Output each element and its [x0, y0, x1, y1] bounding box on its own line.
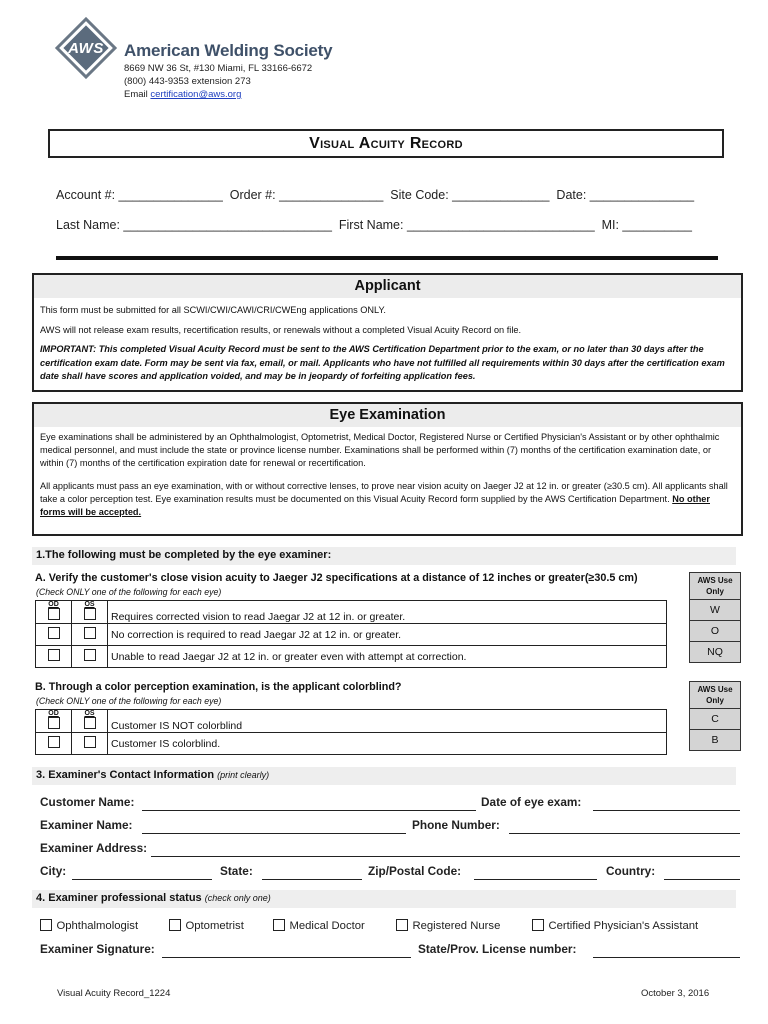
country-field[interactable] — [664, 879, 740, 880]
org-email-line — [124, 89, 241, 100]
partA-heading: A. Verify the customer's close vision acuity to Jaeger J2 specifications at a distance of 12 inches or greater(≥30.5 cm) — [35, 572, 638, 584]
license-number-label: State/Prov. License number: — [418, 942, 577, 956]
footer-form-id: Visual Acuity Record_1224 — [57, 988, 171, 999]
partA-row2-os-checkbox[interactable] — [84, 627, 96, 639]
country-label: Country: — [606, 864, 656, 878]
status-option-medical-doctor[interactable] — [273, 916, 365, 934]
ophthalmologist-label: Ophthalmologist — [56, 920, 139, 932]
partB-row2-label: Customer IS colorblind. — [108, 733, 667, 755]
partA-instruction: (Check ONLY one of the following for each eye) — [36, 587, 222, 597]
org-address: 8669 NW 36 St, #130 Miami, FL 33166-6672 — [124, 63, 313, 74]
registered-nurse-checkbox[interactable] — [396, 919, 408, 931]
table-row — [36, 601, 667, 624]
section1-heading: 1.The following must be completed by the eye examiner: — [32, 547, 736, 565]
partB-row1-label: Customer IS NOT colorblind — [108, 710, 667, 733]
applicant-text-2: AWS will not release exam results, recertification results, or renewals without a completed Visual Acuity Record on file. — [40, 325, 522, 336]
table-row — [36, 646, 667, 668]
od-label: OD — [48, 710, 59, 717]
code-c: C — [690, 709, 740, 730]
applicant-heading: Applicant — [34, 275, 741, 298]
partA-row1-os-checkbox[interactable] — [84, 608, 96, 620]
status-option-registered-nurse[interactable] — [396, 916, 500, 934]
code-nq: NQ — [707, 646, 723, 658]
examiner-signature-label: Examiner Signature: — [40, 942, 155, 956]
eye-exam-text-1: Eye examinations shall be administered by an Ophthalmologist, Optometrist, Medical Doctor, Registered Nurse or Certified Physician's Assistant or by other ophthalmic medical personnel, and must include the state or province license number. Examinations shall be performed within (7) months of the certification examination date, or within (7) months of the certification expiration date for renewal or recertification. — [40, 432, 720, 469]
partB-heading: B. Through a color perception examination, is the applicant colorblind? — [35, 681, 402, 693]
divider — [56, 256, 718, 260]
date-of-exam-label: Date of eye exam: — [481, 795, 582, 809]
section3-note: (print clearly) — [217, 770, 270, 780]
optometrist-label: Optometrist — [185, 920, 244, 932]
status-option-ophthalmologist[interactable] — [40, 916, 138, 934]
page-title: Visual Acuity Record — [48, 129, 724, 158]
org-phone: (800) 443-9353 extension 273 — [124, 76, 251, 87]
eye-exam-text-2a: All applicants must pass an eye examination, with or without corrective lenses, to prove near vision acuity on Jaeger J2 at 12 in. or greater (≥30.5 cm). All applicants shall take a color perception test. Eye examination results must be documented on this Visual Acuity Record form supplied by the AWS Certification Department. — [40, 480, 728, 504]
partB-row2-od-checkbox[interactable] — [48, 736, 60, 748]
partB-row2-os-checkbox[interactable] — [84, 736, 96, 748]
examiner-name-field[interactable] — [142, 833, 406, 834]
partA-aws-use-box — [689, 572, 741, 663]
partA-row1-od-checkbox[interactable] — [48, 608, 60, 620]
email-label: Email — [124, 89, 151, 100]
customer-name-field[interactable] — [142, 810, 476, 811]
status-option-optometrist[interactable] — [169, 916, 244, 934]
registered-nurse-label: Registered Nurse — [412, 920, 501, 932]
examiner-name-label: Examiner Name: — [40, 818, 133, 832]
city-label: City: — [40, 864, 67, 878]
aws-use-label: AWS Use Only — [690, 573, 740, 600]
section3-title: 3. Examiner's Contact Information — [36, 769, 218, 781]
table-row — [36, 710, 667, 733]
examiner-address-field[interactable] — [151, 856, 740, 857]
applicant-text-1: This form must be submitted for all SCWI/CWI/CAWI/CRI/CWEng applications ONLY. — [40, 305, 386, 315]
no-other-forms: No other forms will be accepted. — [40, 493, 710, 518]
state-label: State: — [220, 864, 253, 878]
org-name: American Welding Society — [124, 41, 333, 60]
partB-table — [35, 709, 667, 755]
account-fields-row[interactable]: Account #: _______________ Order #: _______________ Site Code: ______________ Date: _______________ — [56, 188, 695, 202]
eye-exam-text-2 — [40, 480, 735, 520]
status-option-physicians-assistant[interactable] — [532, 916, 698, 934]
physicians-assistant-checkbox[interactable] — [532, 919, 544, 931]
code-w: W — [690, 600, 740, 621]
table-row — [36, 624, 667, 646]
eye-exam-heading: Eye Examination — [34, 404, 741, 427]
code-b: B — [711, 734, 719, 746]
partA-table — [35, 600, 667, 668]
section3-heading — [32, 767, 736, 785]
email-link[interactable]: certification@aws.org — [150, 89, 242, 100]
applicant-important: IMPORTANT: This completed Visual Acuity Record must be sent to the AWS Certification Department prior to the exam, or no later than 30 days after the certification exam date. Form may be sent via fax, email, or mail. Applicants who have not fulfilled all requirements within 30 days after the certification exam date shall have scores and application voided, and may be in jeopardy of forfeiting application fees. — [40, 344, 725, 381]
customer-name-label: Customer Name: — [40, 795, 135, 809]
partA-row3-od-checkbox[interactable] — [48, 649, 60, 661]
partB-aws-use-box — [689, 681, 741, 751]
aws-logo: AWS — [68, 40, 104, 57]
phone-number-field[interactable] — [509, 833, 740, 834]
os-label: OS — [84, 710, 95, 717]
section4-note: (check only one) — [204, 893, 271, 903]
footer-date: October 3, 2016 — [641, 988, 710, 999]
partB-row1-os-checkbox[interactable] — [84, 717, 96, 729]
partA-row3-label: Unable to read Jaegar J2 at 12 in. or greater even with attempt at correction. — [108, 646, 667, 668]
partA-row1-label: Requires corrected vision to read Jaegar J2 at 12 in. or greater. — [108, 601, 667, 624]
optometrist-checkbox[interactable] — [169, 919, 181, 931]
applicant-section — [32, 273, 743, 392]
license-number-field[interactable] — [593, 957, 740, 958]
zip-label: Zip/Postal Code: — [368, 864, 462, 878]
zip-field[interactable] — [474, 879, 597, 880]
date-of-exam-field[interactable] — [593, 810, 740, 811]
partB-instruction: (Check ONLY one of the following for each eye) — [36, 696, 222, 706]
section4-heading — [32, 890, 736, 908]
partB-row1-od-checkbox[interactable] — [48, 717, 60, 729]
section4-title: 4. Examiner professional status — [36, 892, 205, 904]
partA-row3-os-checkbox[interactable] — [84, 649, 96, 661]
eye-exam-section — [32, 402, 743, 536]
medical-doctor-label: Medical Doctor — [289, 920, 365, 932]
os-label: OS — [84, 601, 95, 608]
aws-use-label: AWS Use Only — [690, 682, 740, 709]
code-o: O — [690, 621, 740, 642]
partA-row2-label: No correction is required to read Jaegar J2 at 12 in. or greater. — [108, 624, 667, 646]
city-field[interactable] — [72, 879, 212, 880]
state-field[interactable] — [262, 879, 362, 880]
medical-doctor-checkbox[interactable] — [273, 919, 285, 931]
partA-row2-od-checkbox[interactable] — [48, 627, 60, 639]
examiner-signature-field[interactable] — [162, 957, 411, 958]
od-label: OD — [48, 601, 59, 608]
ophthalmologist-checkbox[interactable] — [40, 919, 52, 931]
name-fields-row[interactable]: Last Name: ______________________________ First Name: ___________________________ MI: __________ — [56, 218, 692, 232]
table-row — [36, 733, 667, 755]
physicians-assistant-label: Certified Physician's Assistant — [548, 920, 699, 932]
examiner-address-label: Examiner Address: — [40, 841, 148, 855]
phone-number-label: Phone Number: — [412, 818, 500, 832]
